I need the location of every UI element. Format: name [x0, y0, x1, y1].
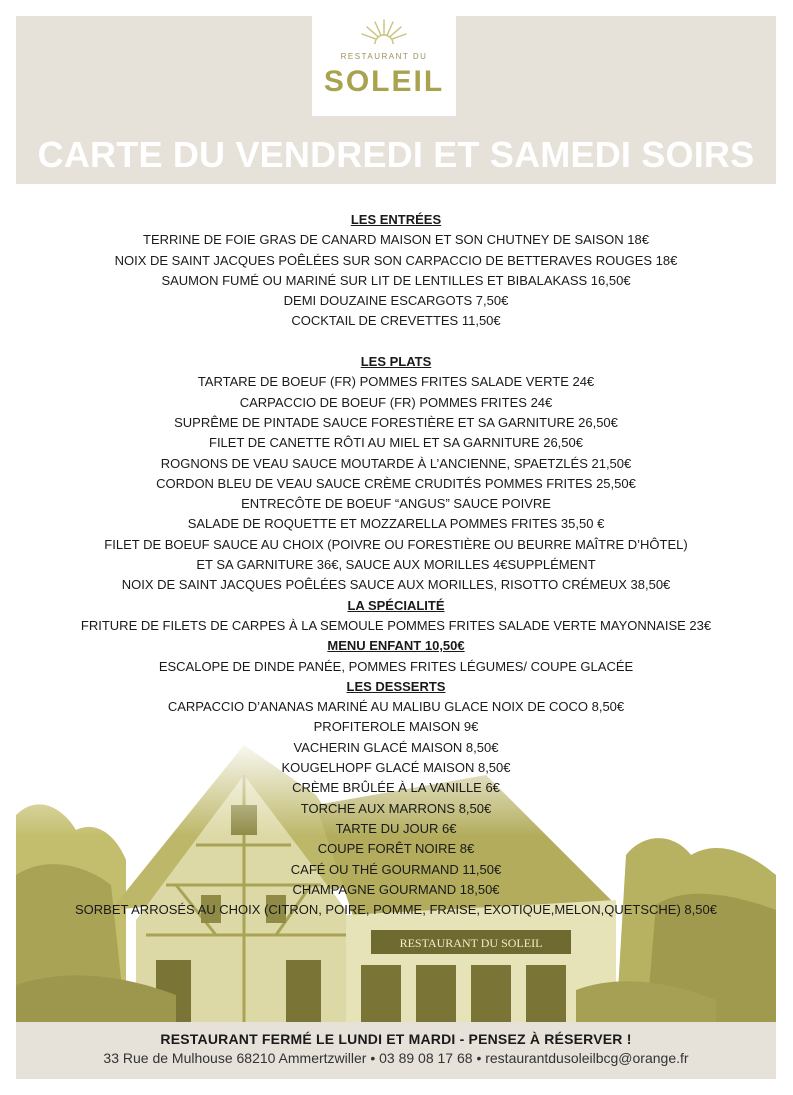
menu-item: CAFÉ OU THÉ GOURMAND 11,50€: [290, 861, 502, 877]
menu-item: FRITURE DE FILETS DE CARPES À LA SEMOULE POMMES FRITES SALADE VERTE MAYONNAISE 23€: [80, 617, 712, 633]
menu-item: SALADE DE ROQUETTE ET MOZZARELLA POMMES FRITES 35,50 €: [187, 516, 605, 532]
menu-item: CORDON BLEU DE VEAU SAUCE CRÈME CRUDITÉS POMMES FRITES 25,50€: [156, 475, 636, 491]
menu-item: SORBET ARROSÉS AU CHOIX (CITRON, POIRE, POMME, FRAISE, EXOTIQUE,MELON,QUETSCHE) 8,50€: [75, 902, 717, 918]
page-title: CARTE DU VENDREDI ET SAMEDI SOIRS: [37, 134, 755, 175]
menu-item: PROFITEROLE MAISON 9€: [313, 719, 479, 735]
menu-item: NOIX DE SAINT JACQUES POÊLÉES SAUCE AUX MORILLES, RISOTTO CRÉMEUX 38,50€: [121, 577, 671, 593]
menu-item: CARPACCIO D’ANANAS MARINÉ AU MALIBU GLACE NOIX DE COCO 8,50€: [167, 699, 625, 715]
menu-item: SAUMON FUMÉ OU MARINÉ SUR LIT DE LENTILLES ET BIBALAKASS 16,50€: [161, 272, 631, 288]
menu-item: ENTRECÔTE DE BOEUF “ANGUS” SAUCE POIVRE: [241, 496, 551, 512]
menu-item: ROGNONS DE VEAU SAUCE MOUTARDE À L’ANCIENNE, SPAETZLÉS 21,50€: [160, 455, 632, 471]
menu-item: DEMI DOUZAINE ESCARGOTS 7,50€: [283, 293, 509, 309]
menu-item: SUPRÊME DE PINTADE SAUCE FORESTIÈRE ET SA GARNITURE 26,50€: [174, 414, 618, 430]
section-heading-plats: LES PLATS: [360, 354, 432, 370]
section-heading-desserts: LES DESSERTS: [346, 678, 446, 694]
menu-item: TERRINE DE FOIE GRAS DE CANARD MAISON ET SON CHUTNEY DE SAISON 18€: [143, 232, 649, 248]
menu-item: KOUGELHOPF GLACÉ MAISON 8,50€: [281, 760, 511, 776]
menu-item: CHAMPAGNE GOURMAND 18,50€: [292, 881, 500, 897]
section-gap: [16, 332, 776, 352]
menu-item: TORCHE AUX MARRONS 8,50€: [300, 800, 492, 816]
logo-big-text: SOLEIL: [323, 65, 445, 98]
menu-item: ET SA GARNITURE 36€, SAUCE AUX MORILLES 4€SUPPLÉMENT: [196, 557, 596, 573]
menu-item: TARTE DU JOUR 6€: [335, 820, 457, 836]
menu-item: TARTARE DE BOEUF (FR) POMMES FRITES SALADE VERTE 24€: [197, 374, 595, 390]
section-heading-specialite: LA SPÉCIALITÉ: [347, 597, 445, 613]
section-heading-menu-enfant: MENU ENFANT 10,50€: [327, 638, 465, 654]
menu-item: FILET DE BOEUF SAUCE AU CHOIX (POIVRE OU FORESTIÈRE OU BEURRE MAÎTRE D’HÔTEL): [104, 536, 688, 552]
contact-info: 33 Rue de Mulhouse 68210 Ammertzwiller • 03 89 08 17 68 • restaurantdusoleilbcg@orange.fr: [103, 1050, 689, 1066]
section-heading-entrees: LES ENTRÉES: [350, 212, 442, 227]
menu-item: CARPACCIO DE BOEUF (FR) POMMES FRITES 24€: [239, 394, 553, 410]
menu-item: CRÈME BRÛLÉE À LA VANILLE 6€: [292, 780, 500, 796]
sun-icon: [354, 16, 414, 46]
menu-item: FILET DE CANETTE RÔTI AU MIEL ET SA GARNITURE 26,50€: [209, 435, 583, 451]
menu-item: ESCALOPE DE DINDE PANÉE, POMMES FRITES LÉGUMES/ COUPE GLACÉE: [158, 658, 634, 674]
footer: [16, 1022, 776, 1079]
menu-item: COUPE FORÊT NOIRE 8€: [317, 841, 475, 857]
menu-item: VACHERIN GLACÉ MAISON 8,50€: [293, 739, 499, 755]
logo-small-text: RESTAURANT DU: [340, 52, 428, 61]
restaurant-logo: [312, 16, 456, 116]
menu-item: COCKTAIL DE CREVETTES 11,50€: [291, 313, 501, 329]
menu-item: NOIX DE SAINT JACQUES POÊLÉES SUR SON CARPACCIO DE BETTERAVES ROUGES 18€: [114, 252, 678, 268]
menu-list: [16, 210, 776, 920]
closing-days-notice: RESTAURANT FERMÉ LE LUNDI ET MARDI - PENSEZ À RÉSERVER !: [160, 1031, 632, 1047]
